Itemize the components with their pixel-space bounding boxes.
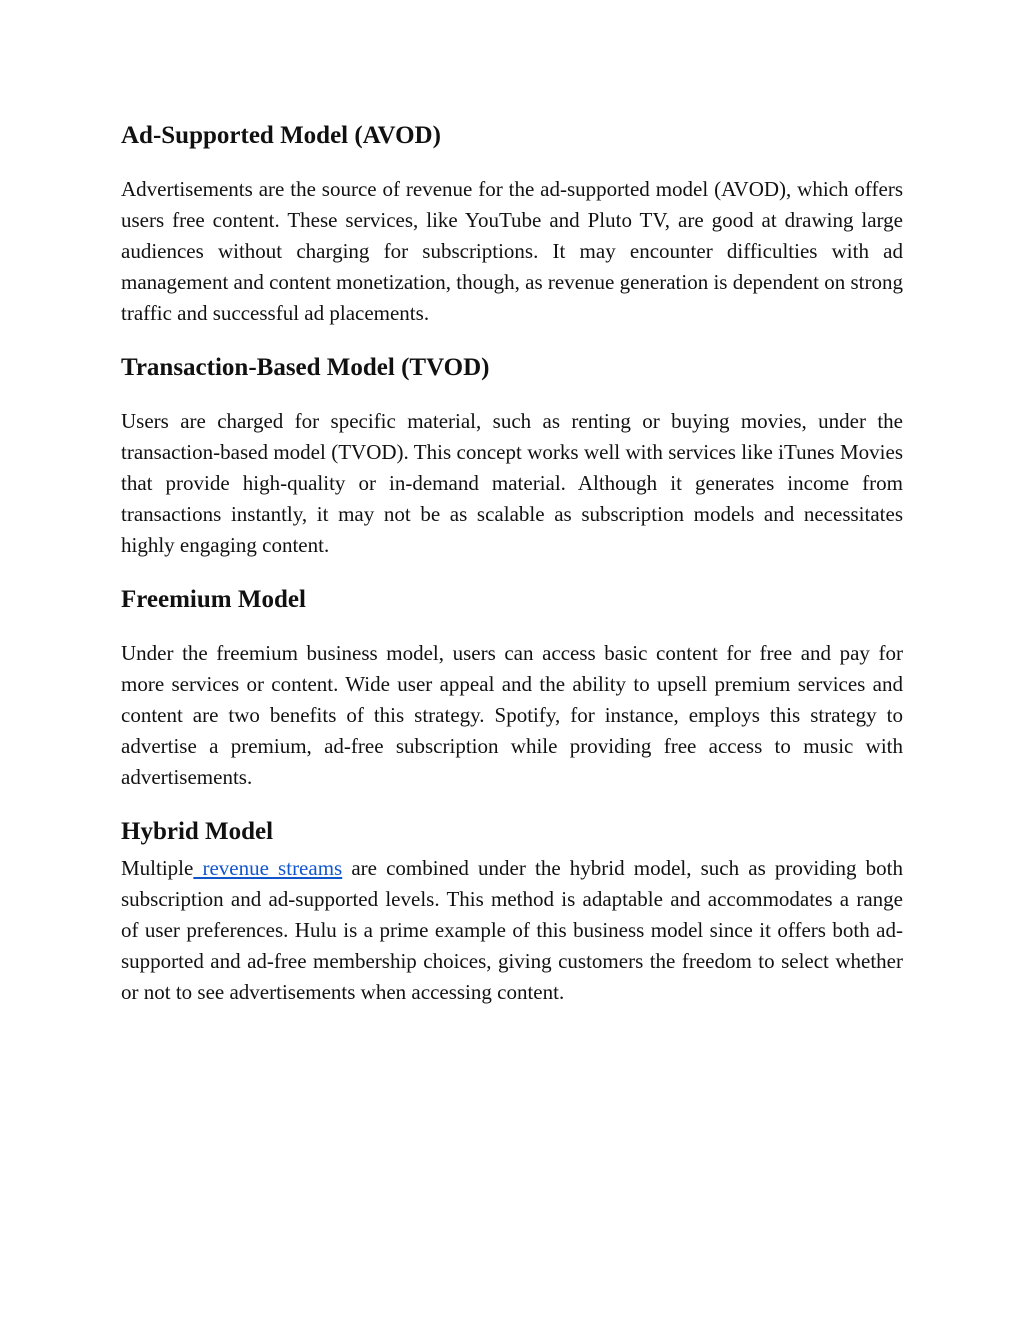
section-body-tvod: Users are charged for specific material, such as renting or buying movies, under the transaction-based model (TVOD). This concept works well with services like iTunes Movies that provide high-quality or in-demand material. Although it generates income from transactions instantly, it may not be as scalable as subscription models and necessitates highly engaging content.	[121, 409, 903, 557]
section-title-avod: Ad-Supported Model (AVOD)	[121, 122, 441, 149]
revenue-streams-link[interactable]: revenue streams	[193, 856, 343, 880]
section-title-hybrid: Hybrid Model	[121, 818, 274, 845]
hybrid-body-suffix: are combined under the hybrid model, such as providing both subscription and ad-supported levels. This method is adaptable and accommodates a range of user preferences. Hulu is a prime example of this business model since it offers both ad-supported and ad-free membership choices, giving customers the freedom to select whether or not to see advertisements when accessing content.	[121, 856, 903, 1004]
section-body-avod: Advertisements are the source of revenue for the ad-supported model (AVOD), which offers users free content. These services, like YouTube and Pluto TV, are good at drawing large audiences without charging for subscriptions. It may encounter difficulties with ad management and content monetization, though, as revenue generation is dependent on strong traffic and successful ad placements.	[121, 177, 904, 325]
document-content	[121, 119, 903, 1008]
section-body-freemium: Under the freemium business model, users can access basic content for free and pay for more services or content. Wide user appeal and the ability to upsell premium services and content are two benefits of this strategy. Spotify, for instance, employs this strategy to advertise a premium, ad-free subscription while providing free access to music with advertisements.	[121, 641, 903, 789]
section-title-tvod: Transaction-Based Model (TVOD)	[121, 354, 490, 381]
section-title-freemium: Freemium Model	[121, 586, 306, 613]
section-body-hybrid	[121, 853, 903, 1008]
hybrid-body-prefix: Multiple	[121, 856, 194, 880]
